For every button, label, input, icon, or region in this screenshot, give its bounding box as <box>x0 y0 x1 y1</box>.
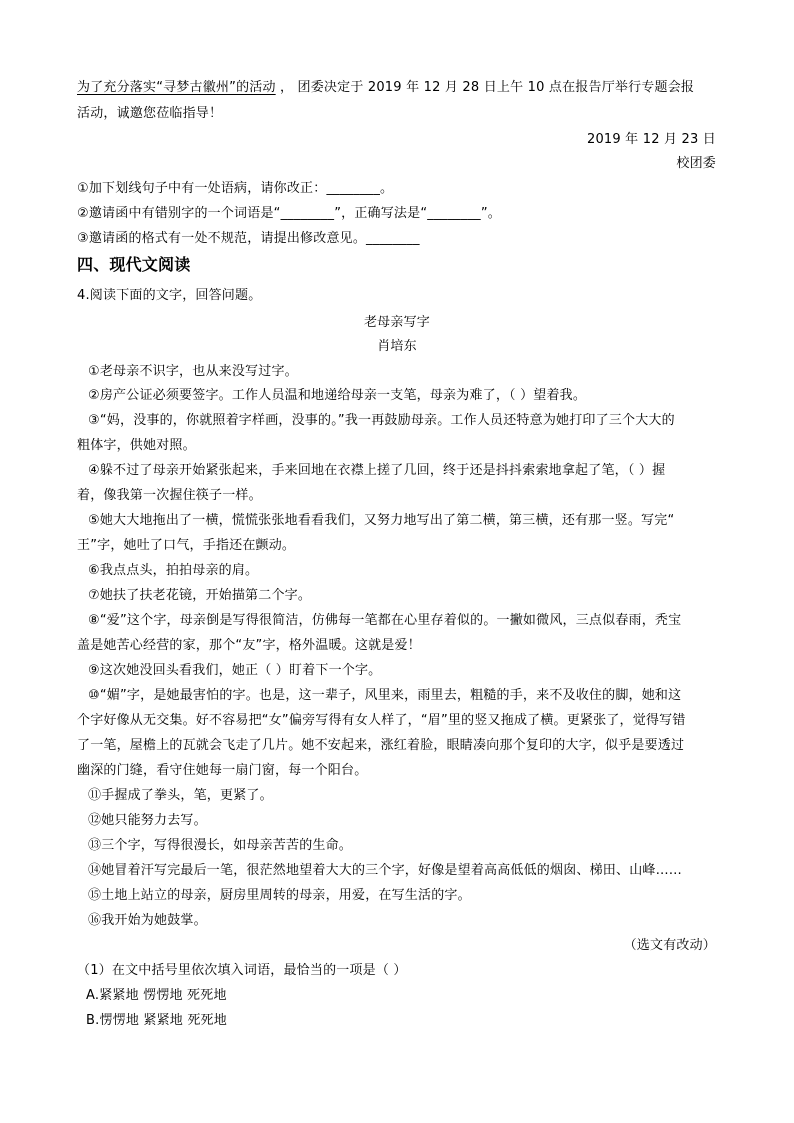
article-line: 了一笔，屋檐上的瓦就会飞走了几片。她不安起来，涨红着脸，眼睛凑向那个复印的大字，似乎是要透过 <box>77 738 685 753</box>
article-line: ⑮土地上站立的母亲，厨房里周转的母亲，用爱，在写生活的字。 <box>88 888 471 903</box>
article-line: ⑫她只能努力去写。 <box>88 813 207 828</box>
invitation-date: 2019 年 12 月 23 日 <box>586 132 716 147</box>
article-title: 老母亲写字 <box>363 315 430 330</box>
section-heading: 四、现代文阅读 <box>77 255 191 274</box>
option-a[interactable]: A.紧紧地 愣愣地 死死地 <box>86 988 227 1003</box>
source-note: （选文有改动） <box>623 938 716 953</box>
article-line: ⑦她扶了扶老花镜，开始描第二个字。 <box>88 588 312 603</box>
underlined-sentence: 为了充分落实“寻梦古徽州”的活动 <box>77 80 276 95</box>
q4-1-stem: （1）在文中括号里依次填入词语，最恰当的一项是（ ） <box>77 963 407 978</box>
article-line: 粗体字，供她对照。 <box>77 438 196 453</box>
article-line: 着，像我第一次握住筷子一样。 <box>77 488 262 503</box>
article-line: ⑩“媚”字，是她最害怕的字。也是，这一辈子，风里来，雨里去，粗糙的手，来不及收住的脚，她和这 <box>88 688 682 703</box>
invitation-signature: 校团委 <box>676 156 716 171</box>
q3-item-2: ②邀请函中有错别字的一个词语是“________”，正确写法是“________”。 <box>77 206 501 221</box>
article-line: 个字好像从无交集。好不容易把“女”偏旁写得有女人样了，“眉”里的竖又拖成了横。更紧张了，觉得写错 <box>77 713 686 728</box>
article-line: ②房产公证必须要签字。工作人员温和地递给母亲一支笔，母亲为难了，（ ）望着我。 <box>88 388 587 403</box>
article-line: ⑯我开始为她鼓掌。 <box>88 913 207 928</box>
q3-item-3: ③邀请函的格式有一处不规范，请提出修改意见。________ <box>77 231 420 246</box>
invitation-line-1-rest: ， 团委决定于 2019 年 12 月 28 日上午 10 点在报告厅举行专题会报 <box>275 80 695 95</box>
invitation-line-2: 活动，诚邀您莅临指导！ <box>77 106 223 121</box>
option-b[interactable]: B.愣愣地 紧紧地 死死地 <box>86 1013 227 1028</box>
article-line: ⑪手握成了拳头，笔，更紧了。 <box>88 788 273 803</box>
article-line: 盖是她苦心经营的家，那个“友”字，格外温暖。这就是爱！ <box>77 638 421 653</box>
q3-item-1: ①加下划线句子中有一处语病，请你改正：________。 <box>77 181 394 196</box>
article-author: 肖培东 <box>377 339 417 354</box>
article-line: 幽深的门缝，看守住她每一扇门窗，每一个阳台。 <box>77 763 368 778</box>
article-line: ⑧“爱”这个字，母亲倒是写得很简洁，仿佛每一笔都在心里存着似的。一撇如微风，三点似春雨，秃宝 <box>88 613 682 628</box>
q4-prompt: 4.阅读下面的文字，回答问题。 <box>77 288 262 303</box>
article-line: ⑬三个字，写得很漫长，如母亲苦苦的生命。 <box>88 838 353 853</box>
article-line: ⑤她大大地拖出了一横，慌慌张张地看看我们，又努力地写出了第二横，第三横，还有那一竖。写完“ <box>88 513 675 528</box>
article-line: ⑨这次她没回头看我们，她正（ ）盯着下一个字。 <box>88 663 382 678</box>
article-line: ①老母亲不识字，也从来没写过字。 <box>88 364 298 379</box>
article-line: ④躲不过了母亲开始紧张起来，手来回地在衣襟上搓了几回，终于还是抖抖索索地拿起了笔，（ ）握 <box>88 463 666 478</box>
article-line: ③“妈，没事的，你就照着字样画，没事的。”我一再鼓励母亲。工作人员还特意为她打印了三个大大的 <box>88 413 675 428</box>
article-line: ⑭她冒着汗写完最后一笔，很茫然地望着大大的三个字，好像是望着高高低低的烟囱、梯田、山峰…… <box>88 863 683 878</box>
article-line: ⑥我点点头，拍拍母亲的肩。 <box>88 563 259 578</box>
invitation-line-1 <box>77 78 717 98</box>
article-line: 王”字，她吐了口气，手指还在颤动。 <box>77 538 296 553</box>
